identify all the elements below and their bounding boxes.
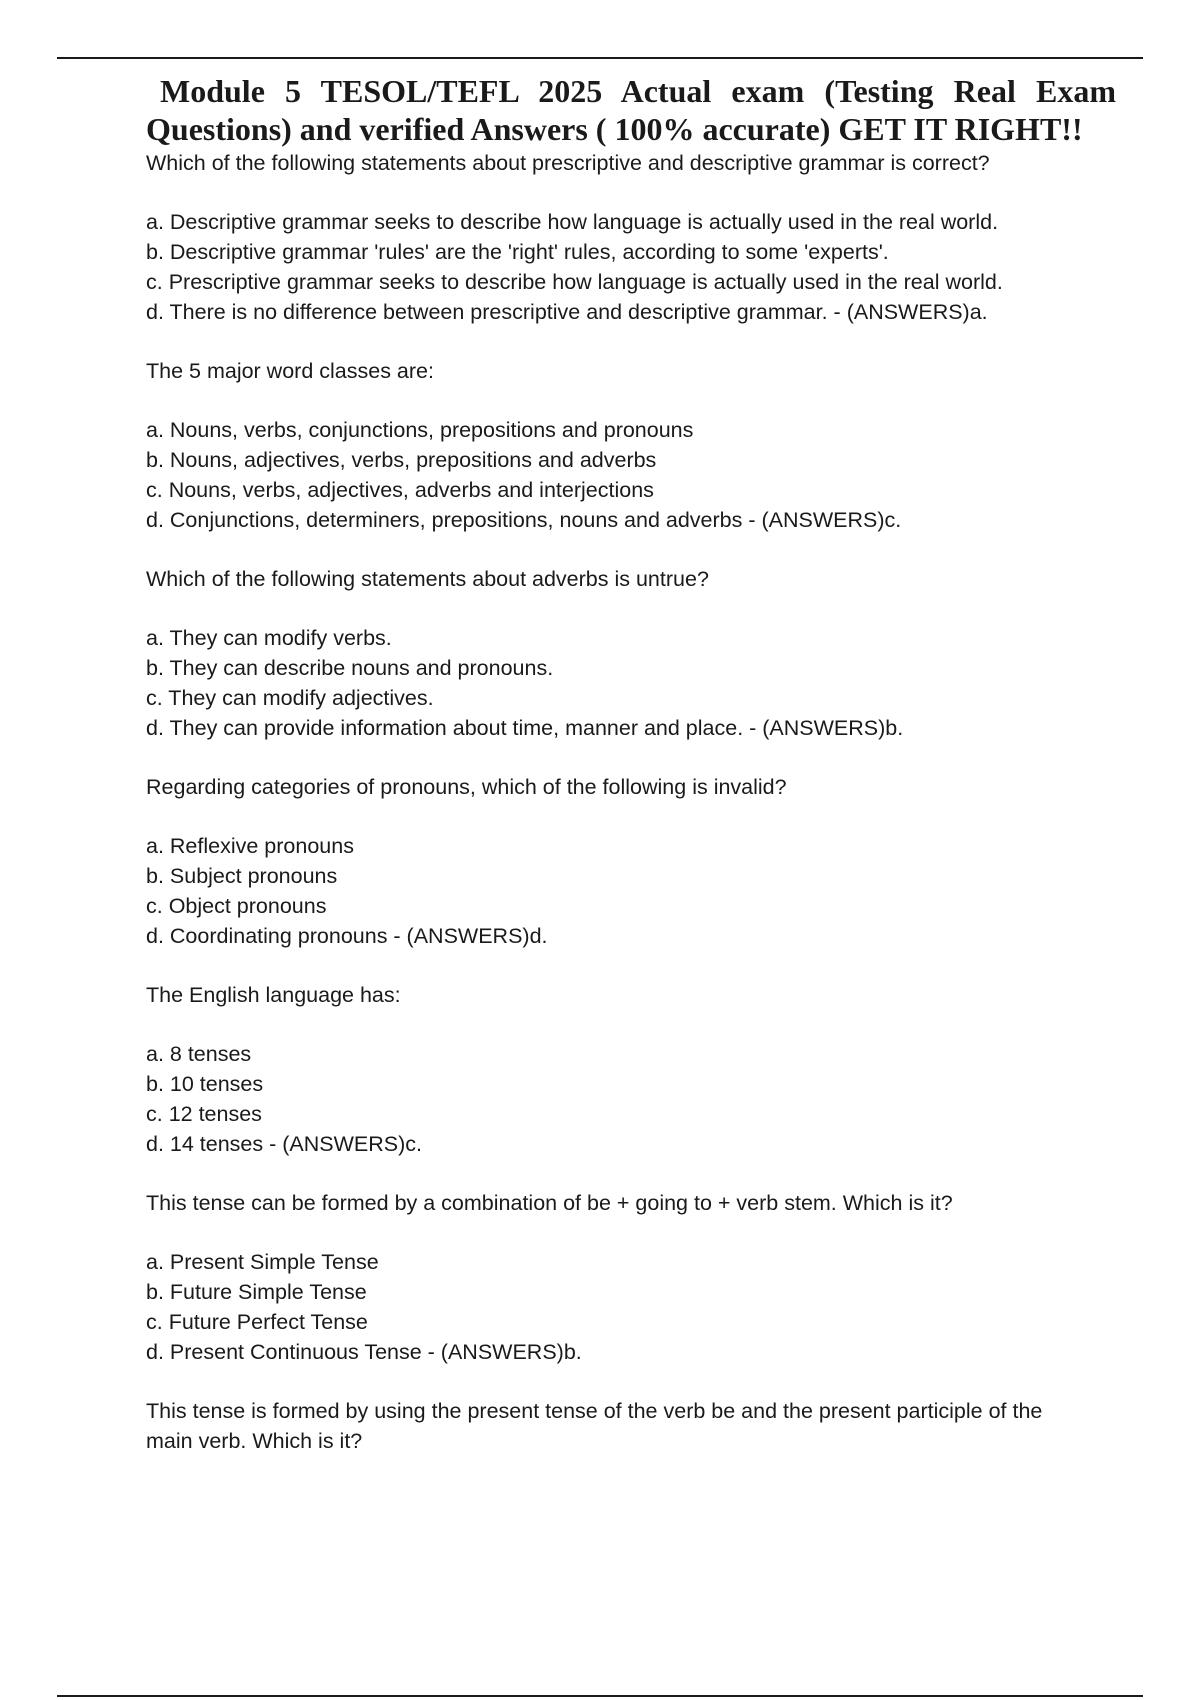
question-block	[146, 1396, 1116, 1456]
option-b: b. Nouns, adjectives, verbs, prepositions and adverbs	[146, 448, 657, 472]
option-b: b. Future Simple Tense	[146, 1280, 367, 1304]
question-block	[146, 1188, 1116, 1367]
question-prompt: Which of the following statements about adverbs is untrue?	[146, 567, 709, 591]
document-title	[146, 72, 1116, 148]
title-line-1: Module 5 TESOL/TEFL 2025 Actual exam (Testing Real Exam	[160, 73, 1116, 109]
option-b: b. They can describe nouns and pronouns.	[146, 656, 554, 680]
question-block	[146, 980, 1116, 1159]
option-c: c. They can modify adjectives.	[146, 686, 434, 710]
question-prompt: Which of the following statements about prescriptive and descriptive grammar is correct?	[146, 151, 990, 175]
question-block	[146, 564, 1116, 743]
question-prompt: This tense can be formed by a combination of be + going to + verb stem. Which is it?	[146, 1191, 953, 1215]
option-a: a. Reflexive pronouns	[146, 834, 354, 858]
option-a: a. Present Simple Tense	[146, 1250, 379, 1274]
option-c: c. Object pronouns	[146, 894, 327, 918]
option-a: a. 8 tenses	[146, 1042, 252, 1066]
question-prompt: The English language has:	[146, 983, 401, 1007]
option-b: b. Subject pronouns	[146, 864, 338, 888]
option-a: a. Descriptive grammar seeks to describe how language is actually used in the real world.	[146, 210, 999, 234]
option-a: a. They can modify verbs.	[146, 626, 392, 650]
option-d-answer: d. They can provide information about time, manner and place. - (ANSWERS)b.	[146, 716, 904, 740]
option-a: a. Nouns, verbs, conjunctions, prepositions and pronouns	[146, 418, 694, 442]
question-block	[146, 356, 1116, 535]
question-prompt: Regarding categories of pronouns, which of the following is invalid?	[146, 775, 787, 799]
option-d-answer: d. There is no difference between prescriptive and descriptive grammar. - (ANSWERS)a.	[146, 300, 988, 324]
question-prompt: The 5 major word classes are:	[146, 359, 434, 383]
question-block	[146, 148, 1116, 327]
question-prompt-line-2: main verb. Which is it?	[146, 1429, 363, 1453]
title-line-2: Questions) and verified Answers ( 100% accurate) GET IT RIGHT!!	[146, 111, 1083, 147]
option-b: b. 10 tenses	[146, 1072, 264, 1096]
option-d-answer: d. Coordinating pronouns - (ANSWERS)d.	[146, 924, 548, 948]
option-d-answer: d. Conjunctions, determiners, prepositions, nouns and adverbs - (ANSWERS)c.	[146, 508, 902, 532]
question-block	[146, 772, 1116, 951]
option-d-answer: d. 14 tenses - (ANSWERS)c.	[146, 1132, 422, 1156]
top-divider	[57, 57, 1143, 59]
question-prompt-line-1: This tense is formed by using the present tense of the verb be and the present participle of the	[146, 1399, 1043, 1423]
option-c: c. Prescriptive grammar seeks to describe how language is actually used in the real world.	[146, 270, 1003, 294]
option-c: c. 12 tenses	[146, 1102, 262, 1126]
option-d-answer: d. Present Continuous Tense - (ANSWERS)b.	[146, 1340, 582, 1364]
option-c: c. Nouns, verbs, adjectives, adverbs and interjections	[146, 478, 654, 502]
document-body	[146, 72, 1116, 1456]
option-b: b. Descriptive grammar 'rules' are the 'right' rules, according to some 'experts'.	[146, 240, 889, 264]
bottom-divider	[57, 1695, 1143, 1697]
option-c: c. Future Perfect Tense	[146, 1310, 368, 1334]
